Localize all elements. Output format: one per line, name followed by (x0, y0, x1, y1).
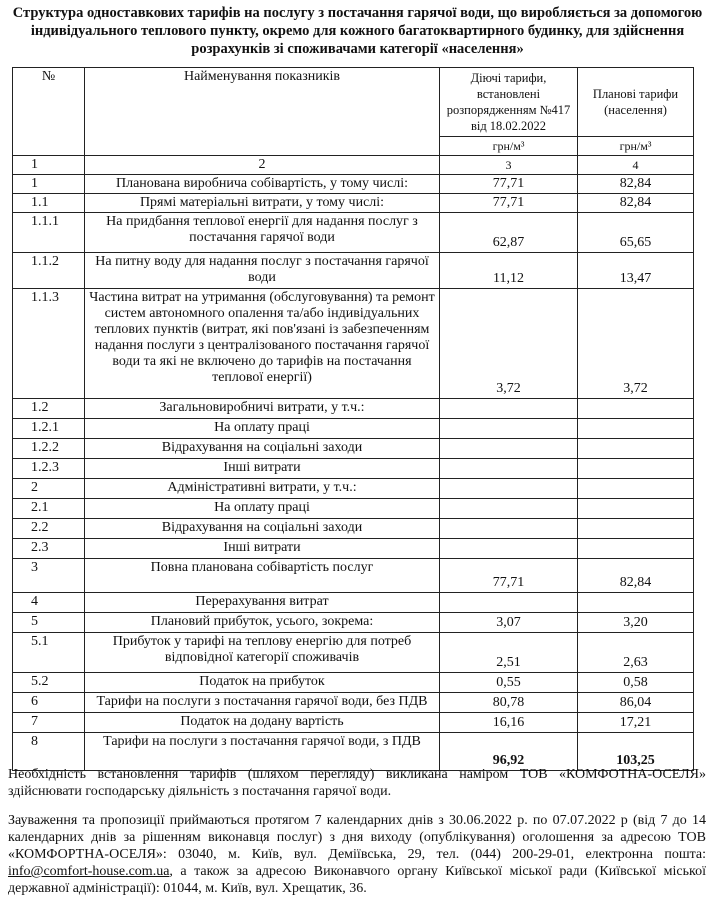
row-name: Загальновиробничі витрати, у т.ч.: (85, 399, 440, 419)
row-name: Прибуток у тарифі на теплову енергію для потреб відповідної категорії споживачів (85, 633, 440, 673)
row-planned-value: 82,84 (578, 175, 694, 194)
row-name: На питну воду для надання послуг з постачання гарячої води (85, 253, 440, 289)
document-title: Структура одноставкових тарифів на послугу з постачання гарячої води, що виробляється за допомогою індивідуального теплового пункту, окремо для кожного багатоквартирного будинку, для здійснення розрахунків зі споживачами категорії «населення» (12, 5, 703, 57)
index-cell: 4 (578, 156, 694, 175)
row-current-value: 3,07 (440, 613, 578, 633)
row-planned-value (578, 439, 694, 459)
row-number: 5.1 (13, 633, 85, 673)
row-name: Інші витрати (85, 539, 440, 559)
table-row (13, 289, 694, 399)
row-current-value: 80,78 (440, 693, 578, 713)
email-link[interactable]: info@comfort-house.com.ua (8, 864, 170, 879)
row-current-value: 3,72 (440, 289, 578, 399)
row-name: Адміністративні витрати, у т.ч.: (85, 479, 440, 499)
table-index-row (13, 156, 694, 175)
row-number: 2.3 (13, 539, 85, 559)
row-name: Податок на прибуток (85, 673, 440, 693)
row-name: Відрахування на соціальні заходи (85, 439, 440, 459)
row-planned-value (578, 459, 694, 479)
table-row (13, 253, 694, 289)
table-row (13, 439, 694, 459)
row-number: 6 (13, 693, 85, 713)
row-name: Податок на додану вартість (85, 713, 440, 733)
note-comments-text: Зауваження та пропозиції приймаються протягом 7 календарних днів з 30.06.2022 р. по 07.07.2022 р (від 7 до 14 календарних днів за рішенням виконавця послуг) з дня виходу (опублікування) оголошення за адресою ТОВ «КОМФОРТНА-ОСЕЛЯ»: 03040, м. Київ, вул. Деміївська, 29, тел. (044) 200-29-01, електронна пошта: (8, 813, 706, 862)
table-row (13, 175, 694, 194)
row-name: Відрахування на соціальні заходи (85, 519, 440, 539)
row-planned-value: 82,84 (578, 559, 694, 593)
table-row (13, 519, 694, 539)
table-row (13, 213, 694, 253)
note-comments-text-tail: , а також за адресою Виконавчого органу Київської міської ради (Київської міської державної адміністрації): 01044, м. Київ, вул. Хрещатик, 36. (8, 864, 706, 896)
row-planned-value: 3,20 (578, 613, 694, 633)
row-planned-value: 13,47 (578, 253, 694, 289)
row-name: На оплату праці (85, 499, 440, 519)
row-current-value: 16,16 (440, 713, 578, 733)
row-planned-value (578, 479, 694, 499)
row-planned-value (578, 593, 694, 613)
row-number: 1.2 (13, 399, 85, 419)
row-number: 5 (13, 613, 85, 633)
header-num: № (13, 68, 85, 156)
row-name: Тарифи на послуги з постачання гарячої води, без ПДВ (85, 693, 440, 713)
row-name: На придбання теплової енергії для надання послуг з постачання гарячої води (85, 213, 440, 253)
table-row (13, 559, 694, 593)
row-current-value: 77,71 (440, 559, 578, 593)
row-current-value (440, 419, 578, 439)
row-planned-value (578, 399, 694, 419)
row-number: 3 (13, 559, 85, 593)
row-planned-value: 86,04 (578, 693, 694, 713)
row-current-value (440, 479, 578, 499)
row-current-value: 11,12 (440, 253, 578, 289)
row-current-value (440, 459, 578, 479)
index-cell: 3 (440, 156, 578, 175)
row-number: 2.2 (13, 519, 85, 539)
row-planned-value (578, 539, 694, 559)
row-name: Планована виробнича собівартість, у тому числі: (85, 175, 440, 194)
row-name: Плановий прибуток, усього, зокрема: (85, 613, 440, 633)
header-planned-tariffs: Планові тарифи (населення) (578, 68, 694, 137)
row-planned-value: 2,63 (578, 633, 694, 673)
row-number: 1.1.1 (13, 213, 85, 253)
table-row (13, 593, 694, 613)
row-planned-value: 17,21 (578, 713, 694, 733)
table-row (13, 713, 694, 733)
table-row (13, 419, 694, 439)
row-current-value (440, 593, 578, 613)
row-current-value: 77,71 (440, 194, 578, 213)
row-name: Перерахування витрат (85, 593, 440, 613)
table-row (13, 459, 694, 479)
table-row (13, 613, 694, 633)
table-row (13, 633, 694, 673)
row-number: 1.1.2 (13, 253, 85, 289)
row-current-value (440, 539, 578, 559)
row-current-value (440, 399, 578, 419)
index-cell: 2 (85, 156, 440, 175)
table-row (13, 399, 694, 419)
row-planned-value (578, 519, 694, 539)
unit-current: грн/м³ (440, 137, 578, 156)
row-number: 1.1 (13, 194, 85, 213)
row-planned-value: 3,72 (578, 289, 694, 399)
row-number: 1.2.2 (13, 439, 85, 459)
note-reason: Необхідність встановлення тарифів (шляхом перегляду) викликана наміром ТОВ «КОМФОТНА-ОСЕЛЯ» здійснювати господарську діяльність з постачання гарячої води. (8, 767, 706, 799)
row-number: 1.1.3 (13, 289, 85, 399)
index-cell: 1 (13, 156, 85, 175)
row-current-value: 0,55 (440, 673, 578, 693)
table-row (13, 499, 694, 519)
row-name: На оплату праці (85, 419, 440, 439)
row-number: 2 (13, 479, 85, 499)
row-planned-value: 82,84 (578, 194, 694, 213)
row-number: 2.1 (13, 499, 85, 519)
row-number: 7 (13, 713, 85, 733)
table-row (13, 673, 694, 693)
row-name: Прямі матеріальні витрати, у тому числі: (85, 194, 440, 213)
row-planned-value: 103,25 (578, 733, 694, 771)
row-number: 1 (13, 175, 85, 194)
row-current-value: 2,51 (440, 633, 578, 673)
table-header-row (13, 68, 694, 137)
row-number: 4 (13, 593, 85, 613)
row-planned-value (578, 499, 694, 519)
table-row (13, 194, 694, 213)
row-name: Інші витрати (85, 459, 440, 479)
row-current-value (440, 519, 578, 539)
row-current-value (440, 499, 578, 519)
row-name: Тарифи на послуги з постачання гарячої води, з ПДВ (85, 733, 440, 771)
row-planned-value: 0,58 (578, 673, 694, 693)
table-row (13, 733, 694, 771)
row-name: Частина витрат на утримання (обслуговування) та ремонт систем автономного опалення та/або індивідуальних теплових пунктів (витрат, які пов'язані із забезпеченням надання послуги з централізованого постачання гарячої води та які не включено до тарифів на постачання теплової енергії) (85, 289, 440, 399)
table-row (13, 539, 694, 559)
header-current-tariffs: Діючі тарифи, встановлені розпорядженням №417 від 18.02.2022 (440, 68, 578, 137)
row-current-value: 96,92 (440, 733, 578, 771)
row-number: 1.2.3 (13, 459, 85, 479)
row-current-value (440, 439, 578, 459)
row-number: 8 (13, 733, 85, 771)
header-name: Найменування показників (85, 68, 440, 156)
row-current-value: 77,71 (440, 175, 578, 194)
tariff-table (12, 67, 694, 771)
row-number: 1.2.1 (13, 419, 85, 439)
table-row (13, 693, 694, 713)
unit-planned: грн/м³ (578, 137, 694, 156)
row-number: 5.2 (13, 673, 85, 693)
note-comments (8, 812, 706, 897)
row-name: Повна планована собівартість послуг (85, 559, 440, 593)
table-row (13, 479, 694, 499)
row-planned-value (578, 419, 694, 439)
row-planned-value: 65,65 (578, 213, 694, 253)
row-current-value: 62,87 (440, 213, 578, 253)
